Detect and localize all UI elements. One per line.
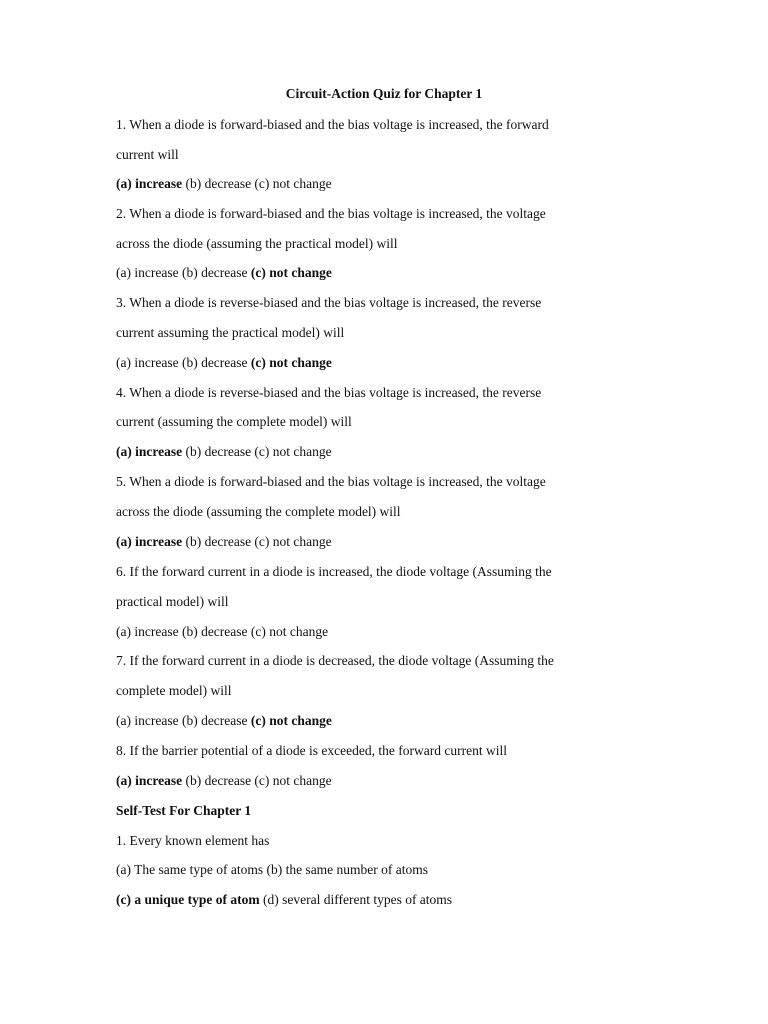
q5-other-options: (b) decrease (c) not change: [182, 534, 332, 549]
q4-answer: [116, 443, 332, 461]
q7-other-options: (a) increase (b) decrease: [116, 713, 251, 728]
q1-line-1: 1. When a diode is forward-biased and the bias voltage is increased, the forward: [116, 117, 549, 132]
q2-line-1: 2. When a diode is forward-biased and the bias voltage is increased, the voltage: [116, 206, 546, 221]
q5-line-2: across the diode (assuming the complete model) will: [116, 504, 401, 519]
q3-line-2: current assuming the practical model) will: [116, 325, 345, 340]
q3-line-1: 3. When a diode is reverse-biased and the bias voltage is increased, the reverse: [116, 295, 542, 310]
q3-other-options: (a) increase (b) decrease: [116, 355, 251, 370]
q1-correct-answer: (a) increase: [116, 176, 183, 191]
q1-other-options: (b) decrease (c) not change: [182, 176, 332, 191]
q2-other-options: (a) increase (b) decrease: [116, 265, 251, 280]
q3-correct-answer: (c) not change: [250, 355, 332, 370]
selftest-q1-correct-answer: (c) a unique type of atom: [116, 892, 260, 907]
selftest-q1: 1. Every known element has: [116, 833, 270, 848]
q8-other-options: (b) decrease (c) not change: [182, 773, 332, 788]
q3-answer: [116, 354, 332, 372]
q5-correct-answer: (a) increase: [116, 534, 183, 549]
q7-answer: [116, 712, 332, 730]
q1-line-2: current will: [116, 147, 179, 162]
selftest-q1-options-2: [116, 891, 452, 909]
q7-line-2: complete model) will: [116, 683, 232, 698]
selftest-q1-other-options: (d) several different types of atoms: [259, 892, 453, 907]
q5-answer: [116, 533, 332, 551]
q6-line-2: practical model) will: [116, 594, 229, 609]
q4-line-2: current (assuming the complete model) will: [116, 414, 352, 429]
document-title: Circuit-Action Quiz for Chapter 1: [285, 86, 483, 101]
q7-line-1: 7. If the forward current in a diode is decreased, the diode voltage (Assuming the: [116, 653, 554, 668]
selftest-heading: Self-Test For Chapter 1: [116, 803, 252, 818]
q1-answer: [116, 175, 332, 193]
q4-line-1: 4. When a diode is reverse-biased and the bias voltage is increased, the reverse: [116, 385, 542, 400]
q7-correct-answer: (c) not change: [250, 713, 332, 728]
q8-answer: [116, 772, 332, 790]
q4-other-options: (b) decrease (c) not change: [182, 444, 332, 459]
q6-answer: (a) increase (b) decrease (c) not change: [116, 624, 329, 639]
q4-correct-answer: (a) increase: [116, 444, 183, 459]
q2-correct-answer: (c) not change: [250, 265, 332, 280]
q5-line-1: 5. When a diode is forward-biased and the bias voltage is increased, the voltage: [116, 474, 546, 489]
q6-line-1: 6. If the forward current in a diode is increased, the diode voltage (Assuming the: [116, 564, 552, 579]
q2-line-2: across the diode (assuming the practical model) will: [116, 236, 398, 251]
q8-correct-answer: (a) increase: [116, 773, 183, 788]
selftest-q1-options-1: (a) The same type of atoms (b) the same number of atoms: [116, 862, 429, 877]
q2-answer: [116, 264, 332, 282]
q8-line-1: 8. If the barrier potential of a diode is exceeded, the forward current will: [116, 743, 507, 758]
